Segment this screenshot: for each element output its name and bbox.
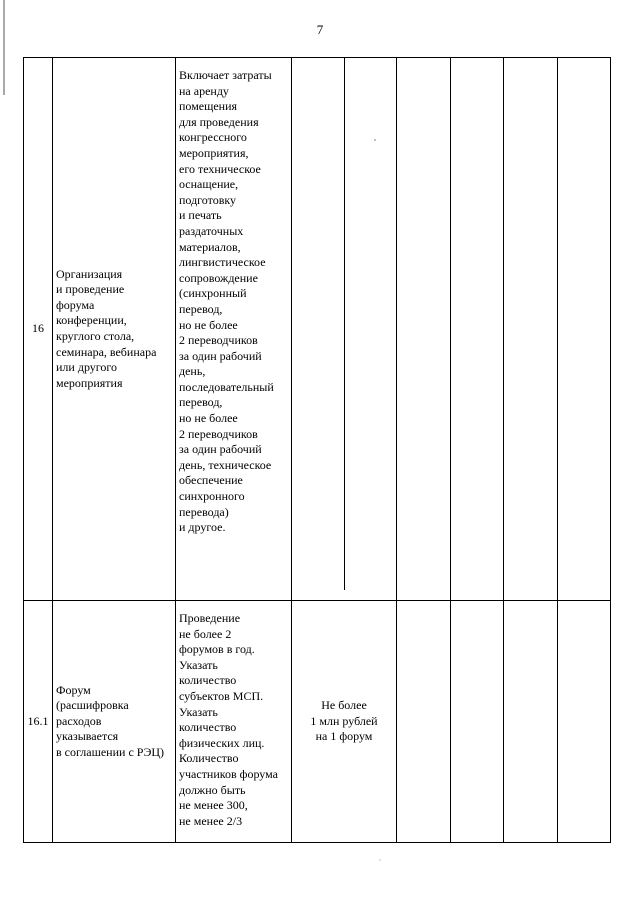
expense-name-line: Форум bbox=[56, 682, 91, 697]
expense-description-line: обеспечение bbox=[179, 473, 243, 488]
expense-description-line: подготовку bbox=[179, 192, 237, 207]
expense-description-line: (синхронный bbox=[179, 286, 247, 301]
expense-description-line: 2 переводчиков bbox=[179, 333, 258, 348]
expense-description-line: физических лиц. bbox=[179, 735, 265, 750]
row-number: 16 bbox=[24, 58, 53, 601]
table-row bbox=[24, 58, 611, 601]
expense-name bbox=[53, 58, 176, 601]
expense-description-line: не более 2 bbox=[179, 626, 232, 641]
expense-description-line: 2 переводчиков bbox=[179, 426, 258, 441]
expense-description-text bbox=[179, 68, 289, 536]
page-number: 7 bbox=[316, 22, 324, 37]
expense-name-line: мероприятия bbox=[56, 375, 123, 390]
empty-cell bbox=[397, 58, 451, 601]
expense-description-line: раздаточных bbox=[179, 223, 244, 238]
expense-description-line: для проведения bbox=[179, 114, 259, 129]
row-number: 16.1 bbox=[24, 601, 53, 843]
limit-line: 1 млн рублей bbox=[310, 713, 378, 728]
empty-cell bbox=[504, 58, 558, 601]
limit-subcolumns bbox=[292, 58, 396, 590]
expense-description-line: не менее 2/3 bbox=[179, 813, 243, 828]
expense-name-line: расходов bbox=[56, 713, 102, 728]
expense-description-line: но не более bbox=[179, 411, 238, 426]
empty-cell bbox=[451, 601, 504, 843]
expense-description-line: количество bbox=[179, 720, 237, 735]
expense-description-text bbox=[179, 611, 289, 829]
empty-cell bbox=[397, 601, 451, 843]
expense-description bbox=[176, 601, 292, 843]
empty-cell bbox=[451, 58, 504, 601]
expense-description-line: форумов в год. bbox=[179, 642, 255, 657]
expense-description-line: на аренду bbox=[179, 83, 229, 98]
empty-cell bbox=[558, 601, 611, 843]
expense-description-line: материалов, bbox=[179, 239, 241, 254]
expense-description-line: но не более bbox=[179, 317, 238, 332]
limit-subcolumn-right bbox=[344, 58, 397, 590]
limit-cell bbox=[292, 601, 397, 843]
expense-description-line: лингвистическое bbox=[179, 255, 266, 270]
expense-name-line: в соглашении с РЭЦ) bbox=[56, 744, 165, 759]
expense-name-line: и проведение bbox=[56, 282, 125, 297]
expense-name-line: или другого bbox=[56, 360, 118, 375]
expense-name-text bbox=[56, 267, 173, 392]
expense-description-line: его техническое bbox=[179, 161, 261, 176]
expense-description-line: Указать bbox=[179, 657, 218, 672]
expense-description-line: синхронного bbox=[179, 489, 245, 504]
limit-line: Не более bbox=[321, 698, 367, 713]
expense-name bbox=[53, 601, 176, 843]
expense-description-line: за один рабочий bbox=[179, 442, 262, 457]
expense-name-line: указывается bbox=[56, 729, 119, 744]
empty-cell bbox=[558, 58, 611, 601]
limit-subcolumn-left bbox=[292, 58, 344, 590]
expense-description-line: перевод, bbox=[179, 301, 223, 316]
expense-description-line: и другое. bbox=[179, 520, 226, 535]
expense-name-line: семинара, вебинара bbox=[56, 344, 157, 359]
expense-description-line: субъектов МСП. bbox=[179, 688, 264, 703]
expense-description-line: мероприятия, bbox=[179, 145, 249, 160]
expense-description-line: Включает затраты bbox=[179, 68, 272, 82]
expense-name-line: конференции, bbox=[56, 313, 127, 328]
expense-description-line: Количество bbox=[179, 751, 239, 766]
limit-text bbox=[292, 698, 396, 745]
expense-description-line: перевода) bbox=[179, 504, 229, 519]
expense-description-line: Проведение bbox=[179, 611, 241, 625]
expense-description-line: день, техническое bbox=[179, 457, 272, 472]
expense-description-line: и печать bbox=[179, 208, 222, 223]
expense-description-line: конгрессного bbox=[179, 130, 247, 145]
limit-cell bbox=[292, 58, 397, 601]
expense-description-line: день, bbox=[179, 364, 206, 379]
expense-description bbox=[176, 58, 292, 601]
expense-description-line: количество bbox=[179, 673, 237, 688]
expense-description-line: последовательный bbox=[179, 379, 274, 394]
expense-description-line: перевод, bbox=[179, 395, 223, 410]
expense-description-line: сопровождение bbox=[179, 270, 258, 285]
expense-description-line: участников форума bbox=[179, 766, 278, 781]
expense-name-line: (расшифровка bbox=[56, 698, 129, 713]
expense-name-text bbox=[56, 683, 173, 761]
empty-cell bbox=[504, 601, 558, 843]
expense-table bbox=[23, 57, 611, 843]
expense-description-line: не менее 300, bbox=[179, 798, 248, 813]
expense-description-line: Указать bbox=[179, 704, 218, 719]
expense-name-line: круглого стола, bbox=[56, 329, 135, 343]
expense-description-line: за один рабочий bbox=[179, 348, 262, 363]
expense-name-line: Организация bbox=[56, 266, 123, 281]
table-row bbox=[24, 601, 611, 843]
expense-description-line: оснащение, bbox=[179, 177, 239, 192]
expense-description-line: должно быть bbox=[179, 782, 246, 797]
limit-line: на 1 форум bbox=[315, 729, 373, 744]
expense-name-line: форума bbox=[56, 297, 95, 312]
expense-description-line: помещения bbox=[179, 99, 238, 114]
